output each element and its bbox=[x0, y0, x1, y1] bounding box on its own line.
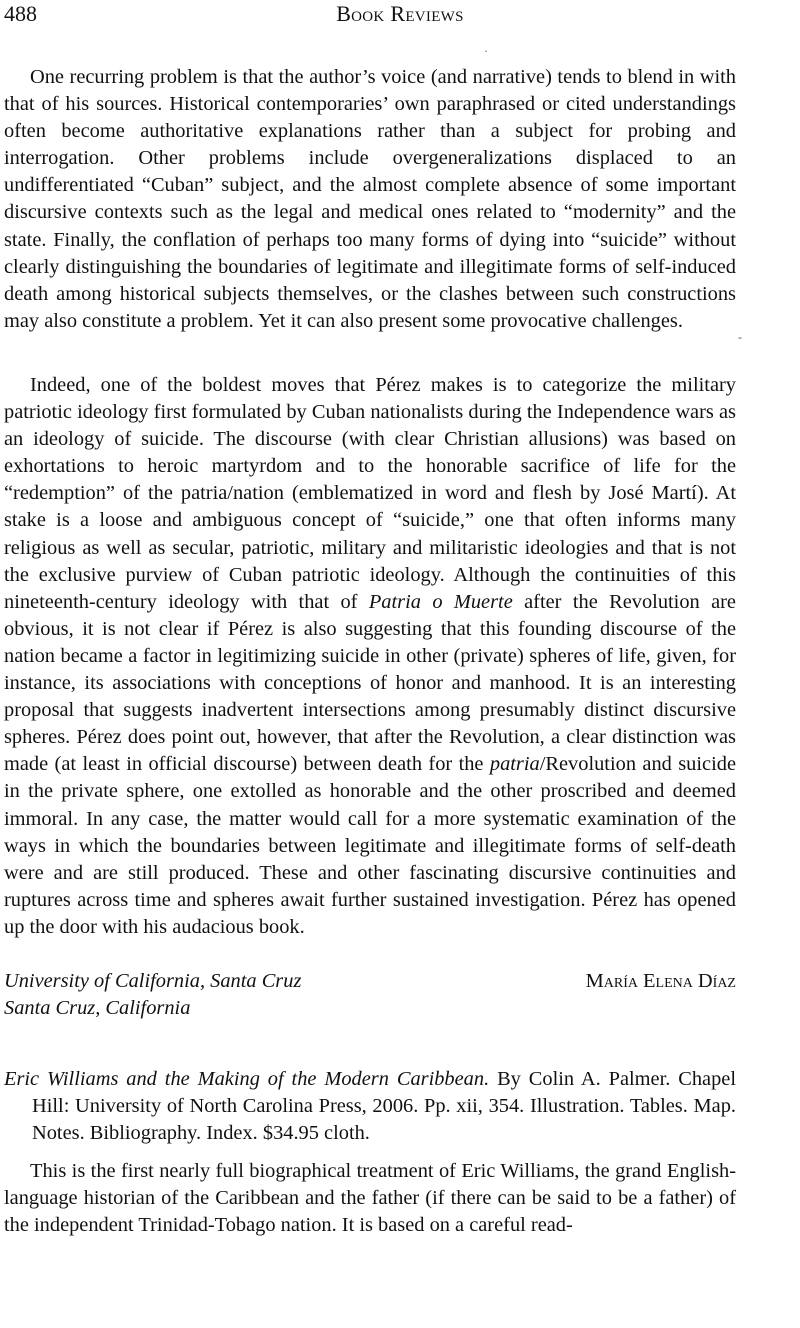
book-citation bbox=[4, 1066, 736, 1147]
review-1-paragraph-2 bbox=[4, 372, 736, 941]
paragraph-2-italic-word: patria bbox=[489, 753, 540, 776]
scan-speck: · bbox=[484, 44, 488, 58]
paragraph-2-text-c: /Revolution and suicide in the private sphere, one extolled as honorable and the other proscribed and deemed immoral. In any case, the matter would call for a more systematic examination of the ways in which the boundaries between legitimate and illegitimate forms of self-death were and are still produced. These and other fascinating discursive continuities and ruptures across time and spheres await further sustained investigation. Pérez has opened up the door with his audacious book. bbox=[4, 753, 736, 938]
affiliation-institution: University of California, Santa Cruz bbox=[4, 970, 302, 992]
book-title: Eric Williams and the Making of the Modern Caribbean. bbox=[4, 1068, 490, 1090]
paragraph-2-text-a: Indeed, one of the boldest moves that Pérez makes is to categorize the military patriotic ideology first formulated by Cuban nationalists during the Independence wars as an ideology of suicide. The discourse (with clear Christian allusions) was based on exhortations to heroic martyrdom and to the honorable sacrifice of life for the “redemption” of the patria/nation (emblematized in word and flesh by José Martí). At stake is a loose and ambiguous concept of “suicide,” one that often informs many religious as well as secular, patriotic, military and militaristic ideologies and that is not the exclusive purview of Cuban patriotic ideology. Although the continuities of this nineteenth-century ideology with that of bbox=[4, 374, 736, 613]
review-1-paragraph-1: One recurring problem is that the author’s voice (and narrative) tends to blend in with that of his sources. Historical contemporaries’ own paraphrased or cited understandings often become authoritative explanations rather than a subject for probing and interrogation. Other problems include overgeneralizations displaced to an undifferentiated “Cuban” subject, and the almost complete absence of some important discursive contexts such as the legal and medical ones related to “modernity” and the state. Finally, the conflation of perhaps too many forms of dying into “suicide” without clearly distinguishing the boundaries of legitimate and illegitimate forms of self-induced death among historical subjects themselves, or the clashes between such constructions may also constitute a problem. Yet it can also present some provocative challenges. bbox=[4, 66, 736, 332]
margin-mark: - bbox=[738, 330, 742, 344]
section-title: Book Reviews bbox=[336, 1, 464, 26]
review-2-paragraph-1: This is the first nearly full biographical treatment of Eric Williams, the grand English-language historian of the Caribbean and the father (if there can be said to be a father) of the independent Trinidad-Tobago nation. It is based on a careful read- bbox=[4, 1160, 736, 1237]
running-head bbox=[0, 0, 800, 28]
paragraph-2-text-b: after the Revolution are obvious, it is not clear if Pérez is also suggesting that this founding discourse of the nation became a factor in legitimizing suicide in other (private) spheres of life, given, for instance, its associations with conceptions of honor and manhood. It is an interesting proposal that suggests inadvertent intersections among presumably distinct discursive spheres. Pérez does point out, however, that after the Revolution, a clear distinction was made (at least in official discourse) between death for the bbox=[4, 590, 736, 776]
reviewer-signature bbox=[4, 968, 736, 1022]
citation-details: By Colin A. Palmer. Chapel Hill: University of North Carolina Press, 2006. Pp. xii, 354. Illustration. Tables. Map. Notes. Bibliography. Index. $34.95 cloth. bbox=[32, 1068, 736, 1145]
paragraph-2-italic-phrase: Patria o Muerte bbox=[368, 590, 513, 613]
reviewer-affiliation bbox=[4, 968, 301, 1022]
page-number: 488 bbox=[4, 1, 37, 26]
reviewer-name: María Elena Díaz bbox=[585, 970, 736, 992]
affiliation-location: Santa Cruz, California bbox=[4, 997, 191, 1020]
